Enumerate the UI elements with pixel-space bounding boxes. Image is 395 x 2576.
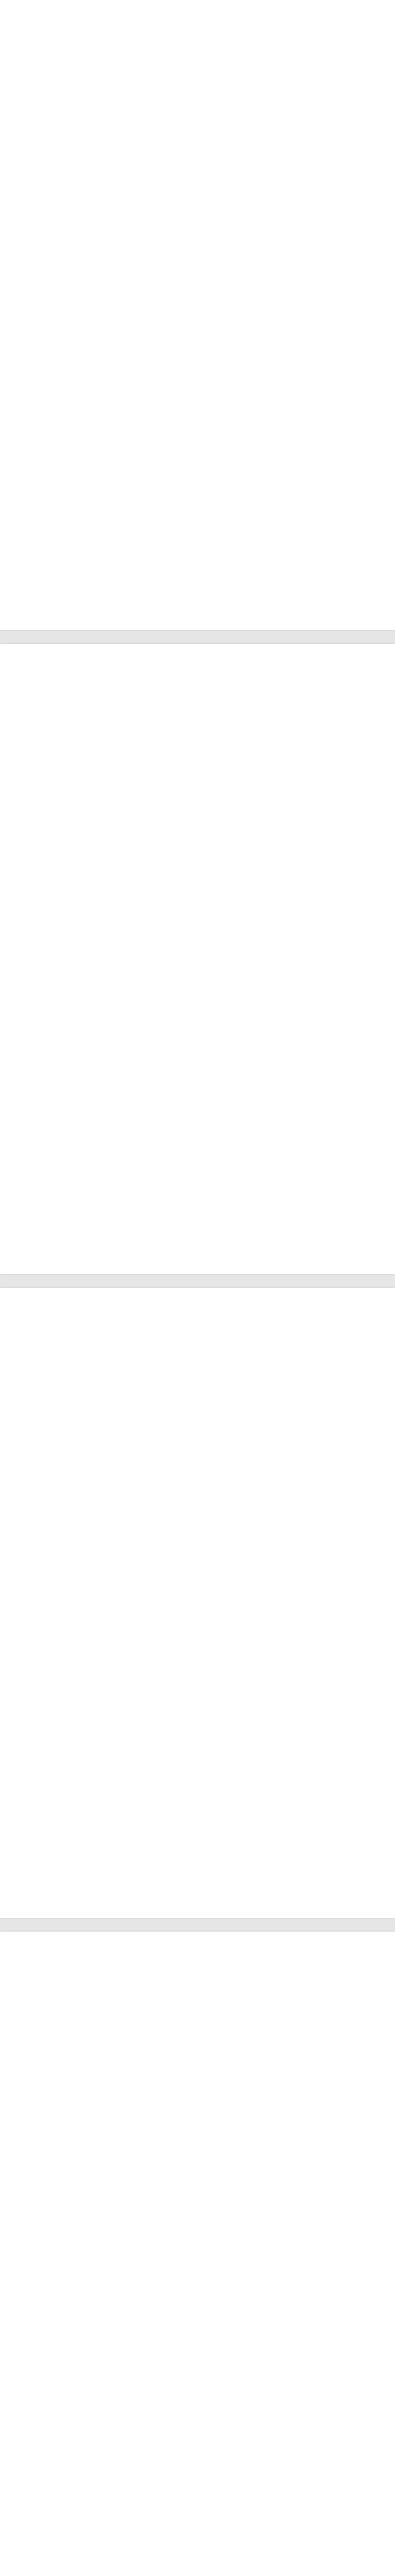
text-line [37, 30, 358, 43]
text-line [37, 1360, 358, 1372]
text-line [37, 1942, 358, 1954]
text-line [37, 1298, 358, 1310]
text-line [37, 797, 358, 809]
section-heading [37, 722, 358, 736]
text-line [37, 2043, 358, 2056]
text-line [37, 756, 358, 768]
text-line [37, 92, 358, 104]
text-line [37, 2145, 358, 2157]
text-line [37, 2083, 358, 2095]
text-line [37, 674, 358, 686]
text-line [37, 899, 358, 911]
text-line [37, 1962, 358, 1974]
section-heading [37, 865, 358, 879]
text-line [37, 694, 358, 706]
text-line [37, 112, 358, 124]
text-line [37, 1539, 358, 1551]
section-heading [37, 784, 358, 797]
text-line [37, 837, 358, 849]
document-page-4 [0, 1932, 395, 2576]
text-line [37, 132, 358, 144]
document-page-1 [0, 0, 395, 630]
text-line [37, 817, 358, 829]
section-heading [37, 2010, 358, 2024]
section-heading [37, 2131, 358, 2145]
document-page-3 [0, 1288, 395, 1918]
text-line [37, 736, 358, 748]
text-line [37, 1420, 358, 1432]
text-line [37, 1318, 358, 1330]
text-line [37, 192, 358, 204]
section-heading [37, 1346, 358, 1360]
text-line [37, 1459, 358, 1472]
text-line [37, 1380, 358, 1392]
text-line [37, 1499, 358, 1511]
text-line [37, 252, 358, 264]
text-line [37, 2063, 358, 2076]
text-line [37, 152, 358, 164]
text-line [37, 2165, 358, 2177]
text-line [37, 50, 358, 62]
text-line [37, 172, 358, 184]
text-line [37, 1400, 358, 1412]
text-line [37, 654, 358, 666]
text-line [37, 1982, 358, 1994]
text-line [37, 879, 358, 891]
text-line [37, 11, 358, 23]
section-heading [37, 78, 358, 92]
text-line [37, 232, 358, 244]
text-line [37, 2024, 358, 2036]
document-page-2 [0, 644, 395, 1274]
text-line [37, 2103, 358, 2115]
text-line [37, 1479, 358, 1492]
text-line [37, 1519, 358, 1531]
text-line [37, 212, 358, 224]
text-line [37, 1440, 358, 1452]
